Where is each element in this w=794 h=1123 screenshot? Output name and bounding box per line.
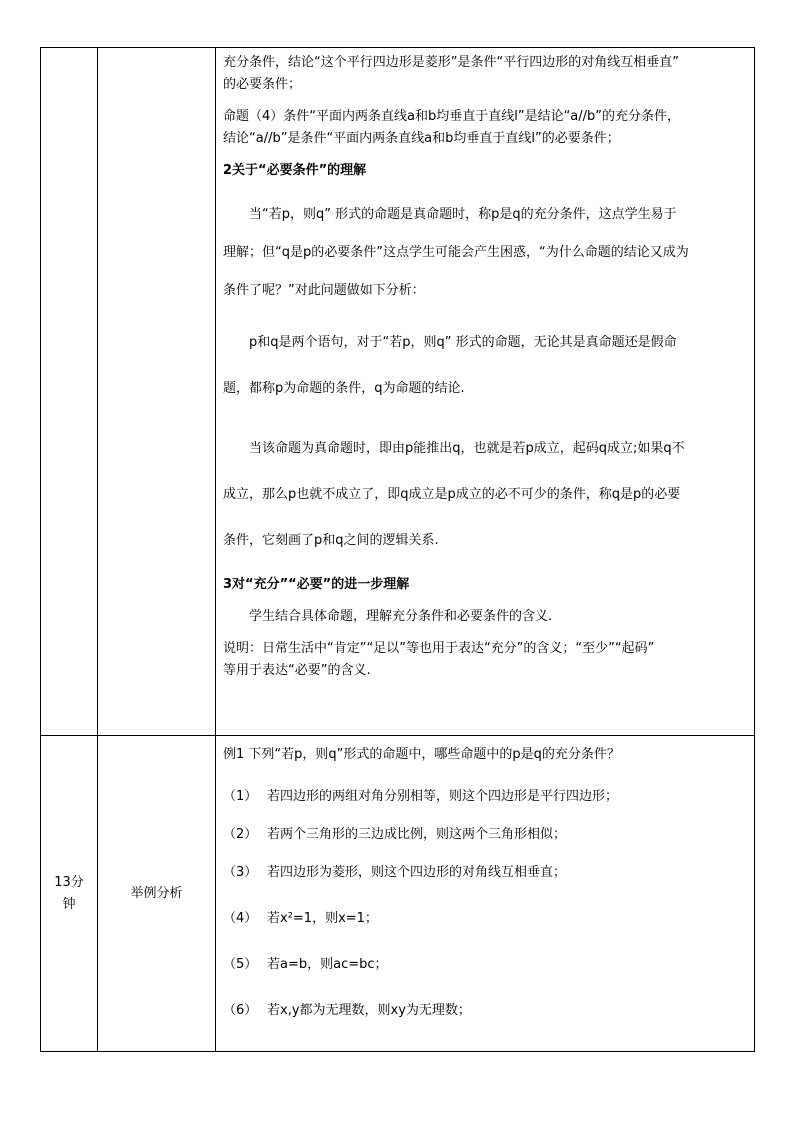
lesson-plan-table [40, 47, 755, 1052]
item-number: （1） [223, 789, 258, 804]
text-line: 充分条件，结论“这个平行四边形是菱形”是条件“平行四边形的对角线互相垂直” [223, 55, 679, 70]
text-line: 当该命题为真命题时，即由p能推出q，也就是若p成立，起码q成立;如果q不 [249, 441, 685, 456]
item-text: 若a=b，则ac=bc； [267, 957, 388, 972]
list-item [223, 786, 754, 808]
text-line: 题，都称p为命题的条件，q为命题的结论. [223, 381, 465, 396]
item-text: 若两个三角形的三边成比例，则这两个三角形相似； [267, 827, 567, 842]
list-item [223, 862, 754, 884]
lesson-plan-sheet [40, 47, 755, 1052]
list-item [223, 1000, 754, 1022]
item-number: （6） [223, 1003, 258, 1018]
content-cell-discussion [216, 48, 755, 736]
paragraph-proposition-3 [223, 52, 754, 96]
activity-label: 举例分析 [130, 885, 183, 901]
item-number: （2） [223, 827, 258, 842]
paragraph-proposition-4 [223, 106, 754, 150]
section-heading-further: 3对“充分”“必要”的进一步理解 [223, 577, 410, 592]
list-item [223, 954, 754, 976]
paragraph-student-activity: 学生结合具体命题，理解充分条件和必要条件的含义. [249, 609, 553, 624]
text-line: 条件了呢？”对此问题做如下分析： [223, 283, 425, 298]
text-line: p和q是两个语句，对于“若p，则q” 形式的命题，无论其是真命题还是假命 [249, 335, 677, 350]
table-row-example [41, 736, 755, 1052]
text-line: 理解；但“q是p的必要条件”这点学生可能会产生困惑，“为什么命题的结论又成为 [223, 245, 689, 260]
time-cell [41, 736, 98, 1052]
section-heading-necessary: 2关于“必要条件”的理解 [223, 163, 367, 178]
item-number: （4） [223, 911, 258, 926]
list-item [223, 908, 754, 930]
content-cell-example [216, 736, 755, 1052]
item-text: 若x,y都为无理数，则xy为无理数； [267, 1003, 471, 1018]
time-cell-empty [41, 48, 98, 736]
time-duration: 13分钟 [54, 874, 84, 912]
paragraph-pq-analysis [223, 320, 754, 412]
text-line: 等用于表达“必要”的含义. [223, 663, 371, 678]
item-text: 若四边形的两组对角分别相等，则这个四边形是平行四边形； [267, 789, 619, 804]
paragraph-true-proposition [223, 426, 754, 564]
text-line: 说明：日常生活中“肯定”“足以”等也用于表达“充分”的含义；“至少”“起码” [223, 641, 655, 656]
activity-cell-empty [98, 48, 216, 736]
text-line: 结论“a//b”是条件“平面内两条直线a和b均垂直于直线l”的必要条件； [223, 131, 620, 146]
item-text: 若四边形为菱形，则这个四边形的对角线互相垂直； [267, 865, 567, 880]
table-row-discussion [41, 48, 755, 736]
example-title: 例1 下列“若p，则q”形式的命题中，哪些命题中的p是q的充分条件？ [223, 747, 620, 762]
paragraph-note [223, 638, 754, 682]
list-item [223, 824, 754, 846]
text-line: 当“若p，则q” 形式的命题是真命题时，称p是q的充分条件，这点学生易于 [249, 207, 677, 222]
paragraph-necessary-explanation [223, 196, 754, 310]
item-text: 若x²=1，则x=1； [267, 911, 378, 926]
text-line: 的必要条件； [223, 77, 302, 92]
text-line: 成立，那么p也就不成立了，即q成立是p成立的必不可少的条件，称q是p的必要 [223, 487, 681, 502]
item-number: （5） [223, 957, 258, 972]
text-line: 条件，它刻画了p和q之间的逻辑关系. [223, 533, 439, 548]
text-line: 命题（4）条件“平面内两条直线a和b均垂直于直线l”是结论“a//b”的充分条件， [223, 109, 681, 124]
activity-cell [98, 736, 216, 1052]
item-number: （3） [223, 865, 258, 880]
